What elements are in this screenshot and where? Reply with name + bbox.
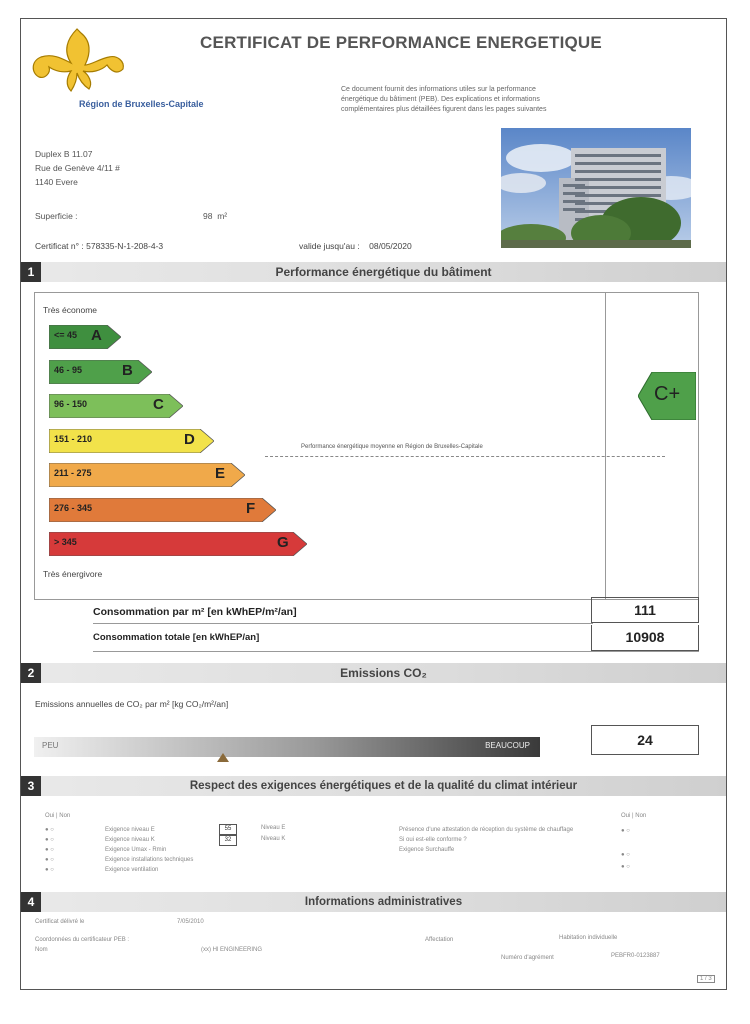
average-dashed-line: [265, 456, 665, 457]
energy-band-a: [49, 325, 121, 349]
address-line1: Duplex B 11.07: [35, 149, 93, 159]
band-letter: C: [153, 396, 164, 413]
section2-number: 2: [21, 663, 41, 683]
section4-number: 4: [21, 892, 41, 912]
energy-band-e: [49, 463, 245, 487]
validity-label: valide jusqu'au :: [299, 241, 360, 251]
checkbox-column-left: ● ○ ● ○ ● ○ ● ○ ● ○: [45, 827, 54, 873]
band-letter: E: [215, 465, 226, 482]
average-text: Performance énergétique moyenne en Région de Bruxelles-Capitale: [301, 444, 483, 450]
requirement-item: Exigence niveau K: [105, 837, 155, 843]
section3-title: Respect des exigences énergétiques et de la qualité du climat intérieur: [189, 780, 578, 792]
level-k-label: Niveau K: [261, 836, 286, 842]
section3-col-headers-right: Oui | Non: [621, 813, 647, 819]
name-label: Nom: [35, 947, 48, 953]
page-number: 1 / 3: [697, 975, 715, 983]
approval-value: PEBFR0-0123887: [611, 953, 660, 959]
page-title: CERTIFICAT DE PERFORMANCE ENERGETIQUE: [200, 33, 602, 52]
consumption-total-value: 10908: [591, 625, 699, 651]
section3-header: [21, 776, 726, 796]
section1-header: [21, 262, 726, 282]
consumption-per-m2-value: 111: [591, 597, 699, 623]
co2-bar-right-label: BEAUCOUP: [485, 741, 530, 750]
approval-label: Numéro d'agrément: [501, 955, 554, 961]
band-letter: D: [184, 430, 195, 448]
consumption-total-label: Consommation totale [en kWhEP/an]: [93, 632, 260, 643]
intro-text: Ce document fournit des informations utiles sur la performance énergétique du bâtiment (PEB). Des explications et informations complémentaires plus détaillées figurent dans les pages suivantes: [341, 86, 547, 113]
scale-divider: [605, 293, 606, 599]
co2-value: 24: [591, 725, 699, 755]
requirement-item: Exigence installations techniques: [105, 857, 194, 863]
checkbox-column-right: ● ○ ● ○ ● ○: [621, 828, 630, 870]
co2-gradient-bar: [34, 737, 540, 757]
validity-date: 08/05/2020: [369, 241, 412, 251]
issued-value: 7/05/2010: [177, 919, 204, 925]
scale-top-label: Très économe: [43, 305, 98, 315]
requirement-item: Exigence niveau E: [105, 827, 155, 833]
requirement-item: Exigence ventilation: [105, 867, 159, 873]
energy-band-c: [49, 394, 183, 418]
requirement-item: Exigence Surchauffe: [399, 847, 455, 853]
co2-marker-icon: [217, 753, 229, 762]
energy-band-d: [49, 429, 214, 453]
band-letter: A: [91, 327, 102, 344]
consumption-bottom-line: [93, 651, 699, 652]
requirement-item: Si oui est-elle conforme ?: [399, 837, 467, 843]
issued-label: Certificat délivré le: [35, 919, 85, 925]
surface-unit: m²: [217, 211, 228, 221]
band-letter: B: [122, 361, 133, 379]
level-e-label: Niveau E: [261, 825, 286, 831]
region-name: Région de Bruxelles-Capitale: [79, 99, 204, 109]
scale-bottom-label: Très énergivore: [43, 569, 103, 579]
certificate-number: Certificat n° : 578335-N-1-208-4-3: [35, 241, 164, 251]
requirement-item: Exigence Umax - Rmin: [105, 847, 167, 853]
energy-band-g: [49, 532, 307, 556]
affiliation-value: Habitation individuelle: [559, 935, 618, 941]
surface-value: [203, 211, 227, 221]
band-range: 96 - 150: [54, 399, 88, 409]
building-photo: [501, 128, 691, 248]
energy-scale: [34, 292, 699, 600]
energy-band-b: [49, 360, 152, 384]
band-letter: F: [246, 499, 256, 517]
certifier-label: Coordonnées du certificateur PEB :: [35, 937, 130, 943]
consumption-per-m2-label: Consommation par m² [en kWhEP/m²/an]: [93, 606, 297, 618]
section1-number: 1: [21, 262, 41, 282]
band-range: <= 45: [54, 330, 78, 340]
section1-title: Performance énergétique du bâtiment: [275, 265, 492, 279]
band-range: > 345: [54, 537, 77, 547]
property-address: [35, 147, 120, 189]
surface-label: Superficie :: [35, 211, 78, 221]
affiliation-label: Affectation: [425, 937, 454, 943]
rating-value: C+: [654, 383, 681, 405]
level-e-value: 55: [219, 824, 237, 835]
band-range: 151 - 210: [54, 433, 93, 444]
energy-band-f: [49, 498, 276, 522]
iris-logo: [27, 25, 127, 97]
name-value: (xx) Hl ENGINEERING: [201, 947, 263, 953]
certificate-page: [20, 18, 727, 990]
band-range: 276 - 345: [54, 502, 93, 513]
consumption-separator: [93, 623, 593, 624]
section2-header: [21, 663, 726, 683]
section3-col-headers-left: Oui | Non: [45, 813, 71, 819]
section2-title: Emissions CO₂: [340, 666, 427, 680]
band-letter: G: [277, 534, 289, 551]
address-line2: Rue de Genève 4/11 #: [35, 163, 120, 173]
rating-indicator: [638, 372, 696, 420]
emissions-label: Emissions annuelles de CO₂ par m² [kg CO₂/m²/an]: [35, 699, 229, 709]
address-line3: 1140 Evere: [35, 177, 78, 187]
band-range: 211 - 275: [54, 468, 92, 478]
section3-number: 3: [21, 776, 41, 796]
requirement-item: Présence d'une attestation de réception du système de chauffage: [399, 827, 574, 833]
band-range: 46 - 95: [54, 364, 83, 375]
level-k-value: 32: [219, 835, 237, 846]
requirements-right: [399, 825, 579, 855]
section4-title: Informations administratives: [304, 896, 463, 908]
surface-number: 98: [203, 211, 213, 221]
co2-bar-left-label: PEU: [42, 741, 59, 750]
section4-header: [21, 892, 726, 912]
validity: [299, 241, 412, 251]
